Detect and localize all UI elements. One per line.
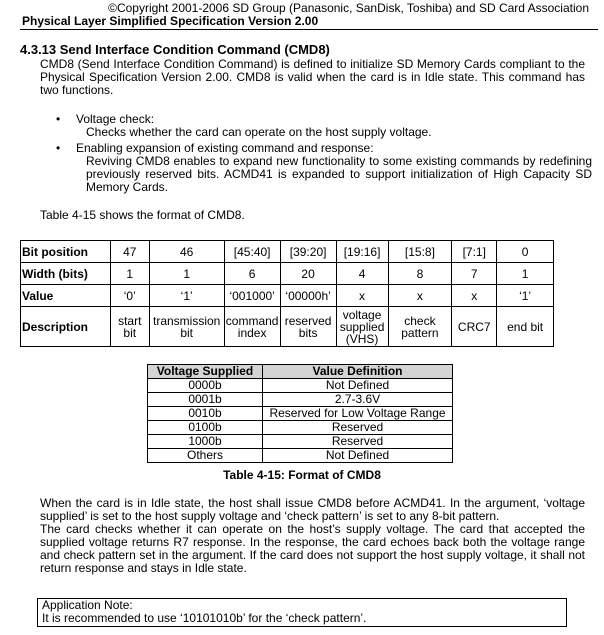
table-row xyxy=(21,307,554,347)
table-cell: end bit xyxy=(497,307,554,347)
section-heading: 4.3.13 Send Interface Condition Command (CMD8) xyxy=(20,42,330,57)
table-row xyxy=(21,241,554,263)
table-cell: ‘001000’ xyxy=(224,285,280,307)
column-header: Voltage Supplied xyxy=(148,365,263,379)
table-cell: 0 xyxy=(497,241,554,263)
table-cell: 1000b xyxy=(148,435,263,449)
bullet-title: Enabling expansion of existing command and response: xyxy=(76,141,374,155)
bullet-body: Checks whether the card can operate on the host supply voltage. xyxy=(86,125,432,139)
spec-title: Physical Layer Simplified Specification Version 2.00 xyxy=(22,14,319,28)
table-cell: Others xyxy=(148,449,263,463)
table-cell: command index xyxy=(224,307,280,347)
table-cell: x xyxy=(336,285,388,307)
table-row xyxy=(21,263,554,285)
table-cell: 8 xyxy=(388,263,452,285)
table-row xyxy=(148,393,453,407)
table-cell: [7:1] xyxy=(452,241,497,263)
table-caption: Table 4-15: Format of CMD8 xyxy=(223,468,381,482)
table-cell: check pattern xyxy=(388,307,452,347)
copyright-line: ©Copyright 2001-2006 SD Group (Panasonic, SanDisk, Toshiba) and SD Card Association xyxy=(108,1,589,15)
table-cell: 0010b xyxy=(148,407,263,421)
table-row xyxy=(148,435,453,449)
table-cell: Not Defined xyxy=(263,449,453,463)
cmd8-format-table xyxy=(20,240,554,347)
table-reference-text: Table 4-15 shows the format of CMD8. xyxy=(40,208,245,222)
note-title: Application Note: xyxy=(42,598,133,612)
table-cell: 1 xyxy=(149,263,224,285)
table-row xyxy=(148,449,453,463)
table-cell: 4 xyxy=(336,263,388,285)
table-row xyxy=(148,407,453,421)
table-cell: 46 xyxy=(149,241,224,263)
bullet-list-item xyxy=(56,141,592,194)
table-cell: Not Defined xyxy=(263,379,453,393)
bullet-title: Voltage check: xyxy=(76,112,155,126)
header-divider xyxy=(20,29,598,30)
table-cell: CRC7 xyxy=(452,307,497,347)
table-cell: 47 xyxy=(110,241,149,263)
table-cell: ‘0’ xyxy=(110,285,149,307)
bullet-list-item xyxy=(56,112,592,139)
table-row xyxy=(148,421,453,435)
note-body: It is recommended to use ‘10101010b’ for the ‘check pattern’. xyxy=(42,611,367,625)
table-cell: [39:20] xyxy=(280,241,336,263)
row-label: Value xyxy=(21,285,111,307)
bullet-icon: • xyxy=(56,141,61,155)
table-cell: Reserved xyxy=(263,435,453,449)
bullet-icon: • xyxy=(56,112,61,126)
body-paragraph: When the card is in Idle state, the host shall issue CMD8 before ACMD41. In the argument, ‘voltage supplied’ is set to the host supply voltage and ‘check pattern’ is set to any 8-bit pattern. xyxy=(40,496,585,523)
voltage-supplied-table xyxy=(147,364,453,463)
table-cell: ‘1’ xyxy=(149,285,224,307)
body-paragraph: The card checks whether it can operate on the host’s supply voltage. The card that accepted the supplied voltage returns R7 response. In the response, the card echoes back both the voltage range and check pattern set in the argument. If the card does not support the host supply voltage, it shall not return response and stays in Idle state. xyxy=(40,522,585,575)
table-cell: 0001b xyxy=(148,393,263,407)
table-cell: [45:40] xyxy=(224,241,280,263)
table-cell: 7 xyxy=(452,263,497,285)
table-cell: [15:8] xyxy=(388,241,452,263)
table-cell: 1 xyxy=(497,263,554,285)
column-header: Value Definition xyxy=(263,365,453,379)
row-label: Bit position xyxy=(21,241,111,263)
row-label: Description xyxy=(21,307,111,347)
table-header-row xyxy=(148,365,453,379)
intro-paragraph: CMD8 (Send Interface Condition Command) is defined to initialize SD Memory Cards compliant to the Physical Specification Version 2.00. CMD8 is valid when the card is in Idle state. This command has two functions. xyxy=(40,57,585,97)
table-cell: [19:16] xyxy=(336,241,388,263)
table-cell: 1 xyxy=(110,263,149,285)
row-label: Width (bits) xyxy=(21,263,111,285)
table-cell: Reserved xyxy=(263,421,453,435)
table-cell: 2.7-3.6V xyxy=(263,393,453,407)
table-cell: ‘1’ xyxy=(497,285,554,307)
table-cell: x xyxy=(452,285,497,307)
table-cell: 0100b xyxy=(148,421,263,435)
table-cell: Reserved for Low Voltage Range xyxy=(263,407,453,421)
table-cell: x xyxy=(388,285,452,307)
table-cell: transmission bit xyxy=(149,307,224,347)
table-cell: reserved bits xyxy=(280,307,336,347)
table-cell: ‘00000h’ xyxy=(280,285,336,307)
table-cell: 0000b xyxy=(148,379,263,393)
table-cell: voltage supplied (VHS) xyxy=(336,307,388,347)
application-note-box xyxy=(37,598,567,627)
table-cell: 20 xyxy=(280,263,336,285)
table-cell: start bit xyxy=(110,307,149,347)
bullet-body: Reviving CMD8 enables to expand new functionality to some existing commands by redefining previously reserved bits. ACMD41 is expanded to support initialization of High Capacity SD Memory Cards. xyxy=(86,154,592,194)
table-row xyxy=(148,379,453,393)
table-row xyxy=(21,285,554,307)
table-cell: 6 xyxy=(224,263,280,285)
